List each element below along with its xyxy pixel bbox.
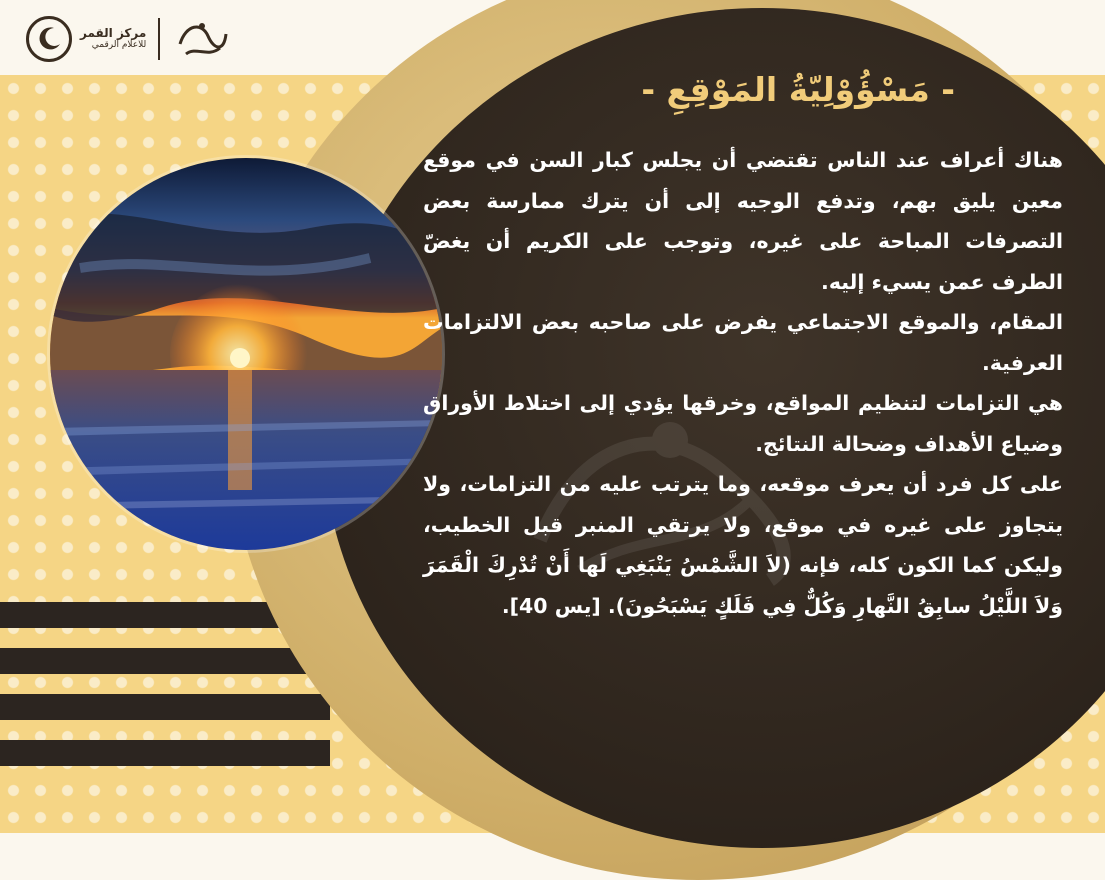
sunset-photo xyxy=(50,158,442,550)
paragraph-2: المقام، والموقع الاجتماعي يفرض على صاحبه بعض الالتزامات العرفية. xyxy=(423,310,1063,375)
decorative-stripe xyxy=(0,694,330,720)
logo-text xyxy=(80,27,146,50)
logo-divider xyxy=(158,18,160,60)
decorative-stripe xyxy=(0,740,330,766)
decorative-stripe xyxy=(0,648,330,674)
page-title: - مَسْؤُوْلِيّةُ المَوْقِعِ - xyxy=(641,70,955,109)
body-text xyxy=(423,140,1063,626)
calligraphy-logo-icon xyxy=(172,14,232,64)
paragraph-3: هي التزامات لتنظيم المواقع، وخرقها يؤدي إلى اختلاط الأوراق وضياع الأهداف وضحالة النتائج. xyxy=(423,391,1063,456)
header-logos xyxy=(26,14,232,64)
moon-calligraphy-icon xyxy=(26,16,72,62)
paragraph-1: هناك أعراف عند الناس تقتضي أن يجلس كبار السن في موقع معين يليق بهم، وتدفع الوجيه إلى أن يترك ممارسة بعض التصرفات المباحة على غيره، وتوجب على الكريم أن يغضّ الطرف عمن يسيء إليه. xyxy=(423,148,1063,294)
logo-text-line1: مركز القمر xyxy=(80,26,147,41)
logo-text-line2: للاعلام الرقمي xyxy=(91,39,147,50)
paragraph-4: على كل فرد أن يعرف موقعه، وما يترتب عليه من التزامات، ولا يتجاوز على غيره في موقع، ولا يرتقي المنبر قبل الخطيب، وليكن كما الكون كله، فإنه (لاَ الشَّمْسُ يَنْبَغِي لَها أَنْ تُدْرِكَ الْقَمَرَ وَلاَ اللَّيْلُ سابِقُ النَّهارِ وَكُلٌّ فِي فَلَكٍ يَسْبَحُونَ). [يس 40]. xyxy=(423,472,1063,618)
sunset-over-sea-image xyxy=(50,158,442,550)
